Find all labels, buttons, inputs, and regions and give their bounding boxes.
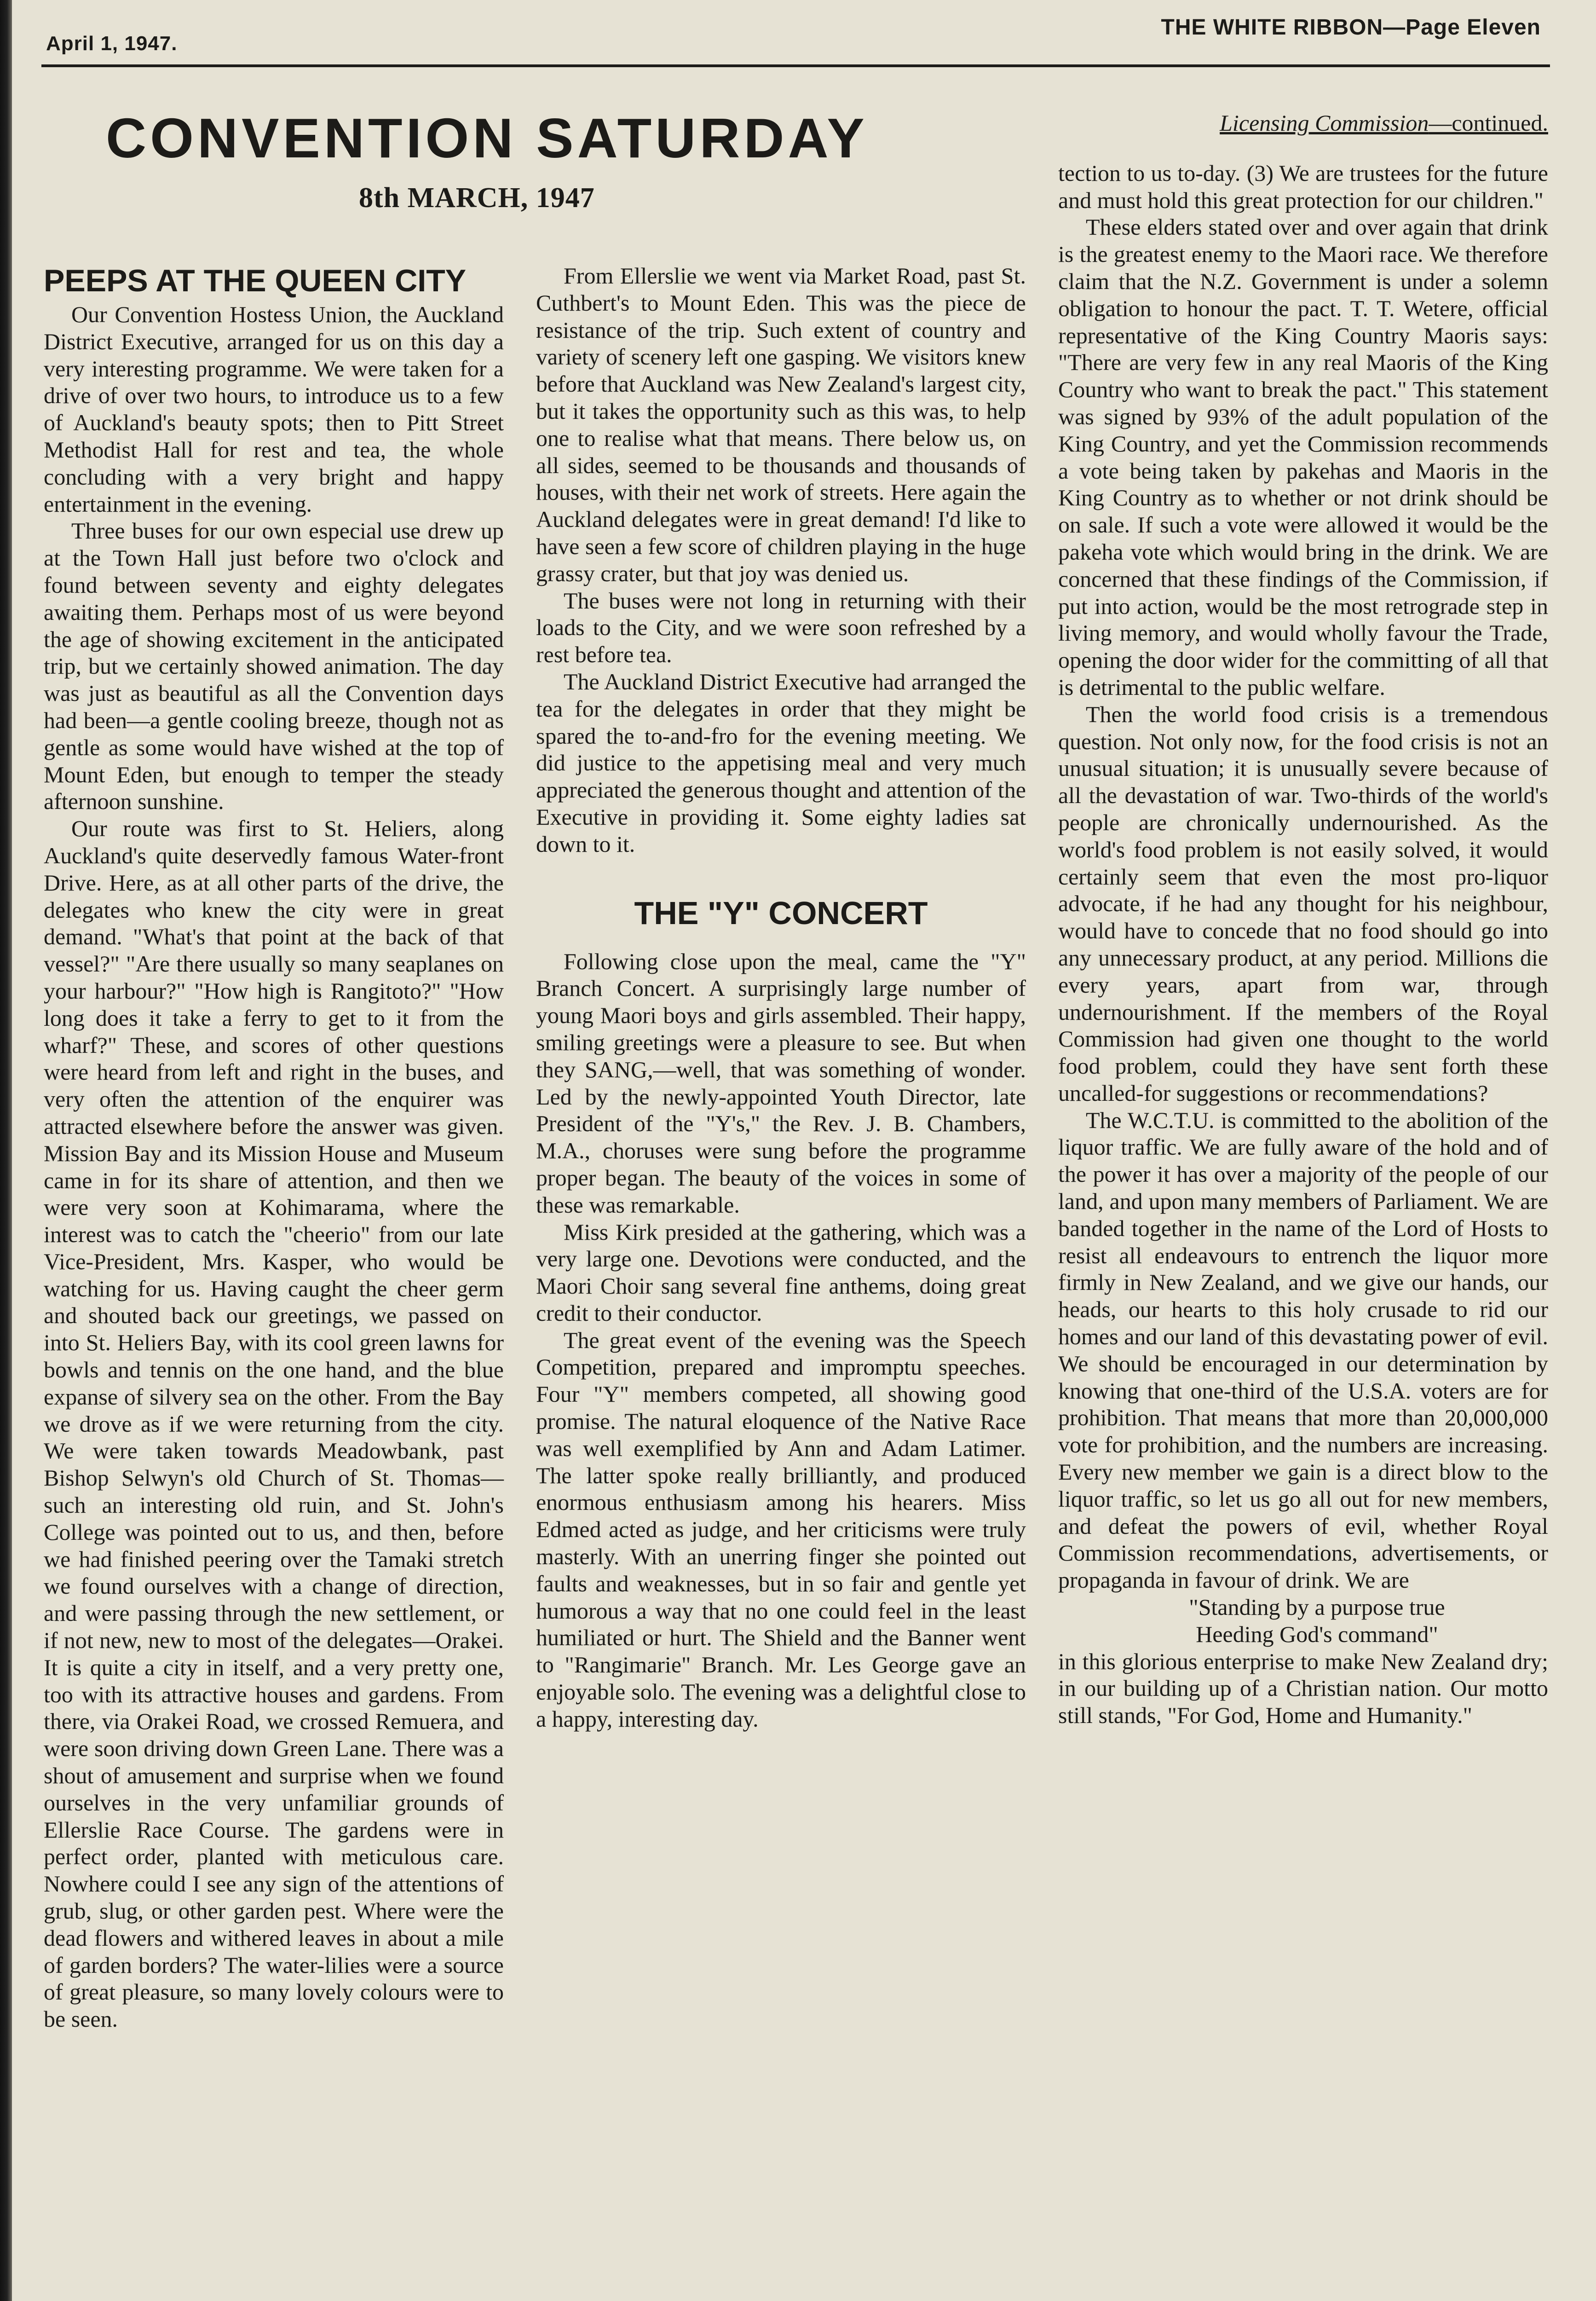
column-3 xyxy=(1058,110,1548,1729)
paragraph: Following close upon the meal, came the "Y" Branch Concert. A surprisingly large number of young Maori boys and girls assembled. Their happy, smiling greetings were a pleasure to see. But when they SANG,—well, that was something of wonder. Led by the newly-appointed Youth Director, late President of the "Y's," the Rev. J. B. Chambers, M.A., choruses were sung before the programme proper began. The beauty of the voices in some of these was remarkable. xyxy=(536,948,1026,1218)
column-2 xyxy=(536,262,1026,1733)
article-date: 8th MARCH, 1947 xyxy=(359,182,595,214)
issue-date: April 1, 1947. xyxy=(46,32,178,55)
paragraph: in this glorious enterprise to make New Zealand dry; in our building up of a Christian nation. Our motto still stands, "For God, Home and Humanity." xyxy=(1058,1648,1548,1729)
paragraph: These elders stated over and over again that drink is the greatest enemy to the Maori race. We therefore claim that the N.Z. Government is under a solemn obligation to honour the pact. T. T. Wetere, official representative of the King Country Maoris says: "There are very few in any real Maoris of the King Country who want to break the pact." This statement was signed by 93% of the adult population of the King Country, and yet the Commission recommends a vote being taken by pakehas and Maoris in the King Country as to whether or not drink should be on sale. If such a vote were allowed it would be the pakeha vote which would bring in the drink. We are concerned that these findings of the Commission, if put into action, would be the most retrograde step in living memory, and would wholly favour the Trade, opening the door wider for the committing of all that is detrimental to the public welfare. xyxy=(1058,214,1548,700)
paragraph: From Ellerslie we went via Market Road, past St. Cuthbert's to Mount Eden. This was the piece de resistance of the trip. Such extent of country and variety of scenery left one gasping. We visitors knew before that Auckland was New Zealand's largest city, but it takes the opportunity such as this was, to help one to realise what that means. There below us, on all sides, seemed to be thousands and thousands of houses, with their net work of streets. Here again the Auckland delegates were in great demand! I'd like to have seen a few score of children playing in the huge grassy crater, but that joy was denied us. xyxy=(536,263,1026,586)
paragraph: Our route was first to St. Heliers, along Auckland's quite deservedly famous Water-front Drive. Here, as at all other parts of the drive, the delegates who knew the city were in great demand. "What's that point at the back of that vessel?" "Are there usually so many seaplanes on your harbour?" "How high is Rangitoto?" "How long does it take a ferry to get to it from the wharf?" These, and scores of other questions were heard from left and right in the buses, and very often the attention of the enquirer was attracted elsewhere before the answer was given. Mission Bay and its Mission House and Museum came in for its share of attention, and then we were very soon at Kohimarama, where the interest was to catch the "cheerio" from our late Vice-President, Mrs. Kasper, who would be watching for us. Having caught the cheer germ and shouted back our greetings, we passed on into St. Heliers Bay, with its cool green lawns for bowls and tennis on the one hand, and the blue expanse of silvery sea on the other. From the Bay we drove as if we were returning from the city. We were taken towards Meadowbank, past Bishop Selwyn's old Church of St. Thomas—such an interesting old ruin, and St. John's College was pointed out to us, and then, before we had finished peering over the Tamaki stretch we found ourselves with a change of direction, and were passing through the new settlement, or if not new, new to most of the delegates—Orakei. It is quite a city in itself, and a very pretty one, too with its attractive houses and gardens. From there, via Orakei Road, we crossed Remuera, and were soon driving down Green Lane. There was a shout of amusement and surprise when we found ourselves in the very unfamiliar grounds of Ellerslie Race Course. The gardens were in perfect order, planted with meticulous care. Nowhere could I see any sign of the attentions of grub, slug, or other garden pest. Where were the dead flowers and withered leaves in about a mile of garden borders? The water-lilies were a source of great pleasure, so many lovely colours were to be seen. xyxy=(44,815,504,2032)
paragraph: tection to us to-day. (3) We are trustees for the future and must hold this great protection for our children." xyxy=(1058,160,1548,213)
masthead-title: THE WHITE RIBBON—Page Eleven xyxy=(1161,15,1541,40)
header-rule xyxy=(41,64,1550,67)
paragraph: Then the world food crisis is a tremendous question. Not only now, for the food crisis is not an unusual situation; it is unusually severe because of all the devastation of war. Two-thirds of the world's people are chronically undernourished. As the world's food problem is not easily solved, it would certainly seem that even the most pro-liquor advocate, if he had any thought for his neighbour, would have to concede that no food should go into any unnecessary product, at any period. Millions die every years, apart from war, through undernourishment. If the members of the Royal Commission had given one thought to the world food problem, could they have sent forth these uncalled-for suggestions or recommendations? xyxy=(1058,701,1548,1106)
continued-label-title: Licensing Commission xyxy=(1220,110,1429,136)
verse-line: "Standing by a purpose true xyxy=(1189,1594,1445,1620)
paragraph: The W.C.T.U. is committed to the abolition of the liquor traffic. We are fully aware of the hold and of the power it has over a majority of the people of our land, and upon many members of Parliament. We are banded together in the name of the Lord of Hosts to resist all endeavours to entrench the liquor more firmly in New Zealand, and we give our hands, our heads, our hearts to this holy crusade to rid our homes and our land of this devastating power of evil. We should be encouraged in our determination by knowing that one-third of the U.S.A. voters are for prohibition. That means that more than 20,000,000 vote for prohibition, and the numbers are increasing. Every new member we gain is a direct blow to the liquor traffic, so let us go all out for new members, and defeat the powers of evil, whether Royal Commission recommendations, advertisements, or propaganda in favour of drink. We are xyxy=(1058,1107,1548,1593)
paragraph: The buses were not long in returning with their loads to the City, and we were soon refreshed by a rest before tea. xyxy=(536,587,1026,668)
paragraph: Three buses for our own especial use drew up at the Town Hall just before two o'clock and found between seventy and eighty delegates awaiting them. Perhaps most of us were beyond the age of showing excitement in the anticipated trip, but we certainly showed animation. The day was just as beautiful as all the Convention days had been—a gentle cooling breeze, though not as gentle as some would have wished at the top of Mount Eden, but enough to temper the steady afternoon sunshine. xyxy=(44,518,504,815)
paragraph: The great event of the evening was the Speech Competition, prepared and impromptu speeches. Four "Y" members competed, all showing good promise. The natural eloquence of the Native Race was well exemplified by Ann and Adam Latimer. The latter spoke really brilliantly, and produced enormous enthusiasm among his hearers. Miss Edmed acted as judge, and her criticisms were truly masterly. With an unerring finger she pointed out faults and weaknesses, but in so fair and gentle yet humorous a way that no one could feel in the least humiliated or hurt. The Shield and the Banner went to "Rangimarie" Branch. Mr. Les George gave an enjoyable solo. The evening was a delightful close to a happy, interesting day. xyxy=(536,1327,1026,1732)
paragraph: The Auckland District Executive had arranged the tea for the delegates in order that they might be spared the to-and-fro for the evening meeting. We did justice to the appetising meal and very much appreciated the generous thought and attention of the Executive in providing it. Some eighty ladies sat down to it. xyxy=(536,668,1026,857)
article-title: CONVENTION SATURDAY xyxy=(106,107,868,169)
column-1 xyxy=(44,262,504,2033)
continued-label xyxy=(1058,110,1548,137)
paragraph: Miss Kirk presided at the gathering, which was a very large one. Devotions were conducted, and the Maori Choir sang several fine anthems, doing great credit to their conductor. xyxy=(536,1219,1026,1326)
continued-label-suffix: —continued. xyxy=(1429,110,1548,136)
verse-line: Heeding God's command" xyxy=(1196,1621,1438,1647)
section-heading-peeps: PEEPS AT THE QUEEN CITY xyxy=(44,263,467,298)
section-heading-concert: THE "Y" CONCERT xyxy=(634,895,928,931)
page-binding-edge xyxy=(0,0,12,2301)
paragraph: Our Convention Hostess Union, the Auckland District Executive, arranged for us on this day a very interesting programme. We were taken for a drive of over two hours, to introduce us to a few of Auckland's beauty spots; then to Pitt Street Methodist Hall for rest and tea, the whole concluding with a very bright and happy entertainment in the evening. xyxy=(44,301,504,517)
